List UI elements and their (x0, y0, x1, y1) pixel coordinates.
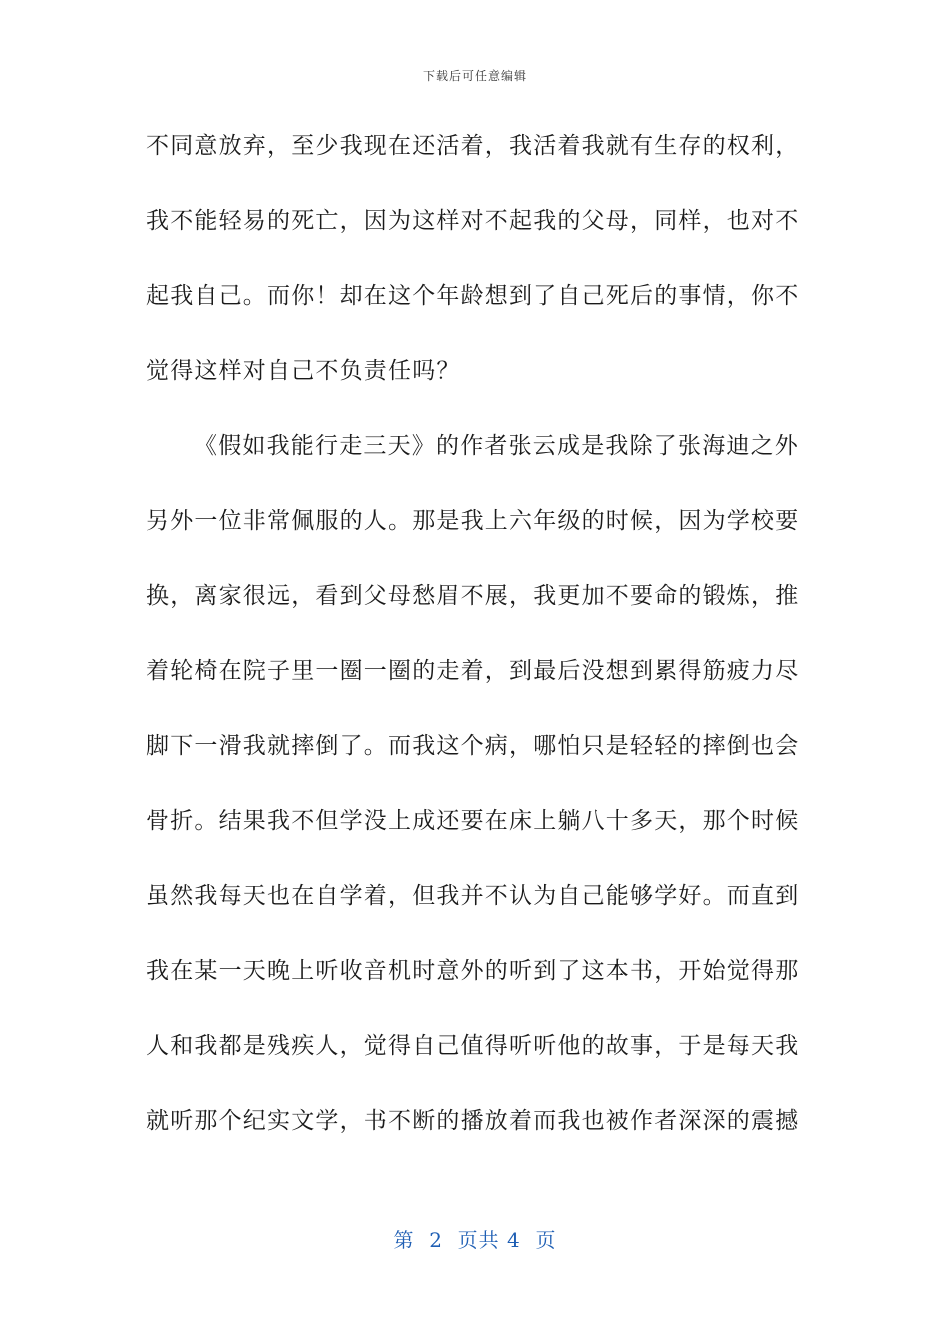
text-line: 起我自己。而你！却在这个年龄想到了自己死后的事情，你不 (146, 283, 800, 309)
text-line: 虽然我每天也在自学着，但我并不认为自己能够学好。而直到 (146, 883, 800, 909)
page-header: 下载后可任意编辑 (422, 69, 527, 83)
text-line: 觉得这样对自己不负责任吗？ (146, 358, 461, 384)
text-line: 着轮椅在院子里一圈一圈的走着，到最后没想到累得筋疲力尽 (146, 658, 800, 684)
page-number-footer: 第 2 页共 4 页 (393, 1228, 557, 1252)
text-line: 另外一位非常佩服的人。那是我上六年级的时候，因为学校要 (146, 508, 800, 534)
text-line: 不同意放弃，至少我现在还活着，我活着我就有生存的权利， (146, 133, 800, 159)
text-line: 就听那个纪实文学，书不断的播放着而我也被作者深深的震撼 (146, 1108, 800, 1134)
text-line: 人和我都是残疾人，觉得自己值得听听他的故事，于是每天我 (146, 1033, 800, 1059)
text-line: 换，离家很远，看到父母愁眉不展，我更加不要命的锻炼，推 (146, 583, 800, 609)
text-line: 骨折。结果我不但学没上成还要在床上躺八十多天，那个时候 (146, 808, 800, 834)
document-body (146, 126, 800, 1176)
text-line: 脚下一滑我就摔倒了。而我这个病，哪怕只是轻轻的摔倒也会 (146, 733, 800, 759)
paragraph-first-line: 《假如我能行走三天》的作者张云成是我除了张海迪之外 (194, 433, 799, 459)
text-line: 我不能轻易的死亡，因为这样对不起我的父母，同样，也对不 (146, 208, 800, 234)
text-line: 我在某一天晚上听收音机时意外的听到了这本书，开始觉得那 (146, 958, 800, 984)
